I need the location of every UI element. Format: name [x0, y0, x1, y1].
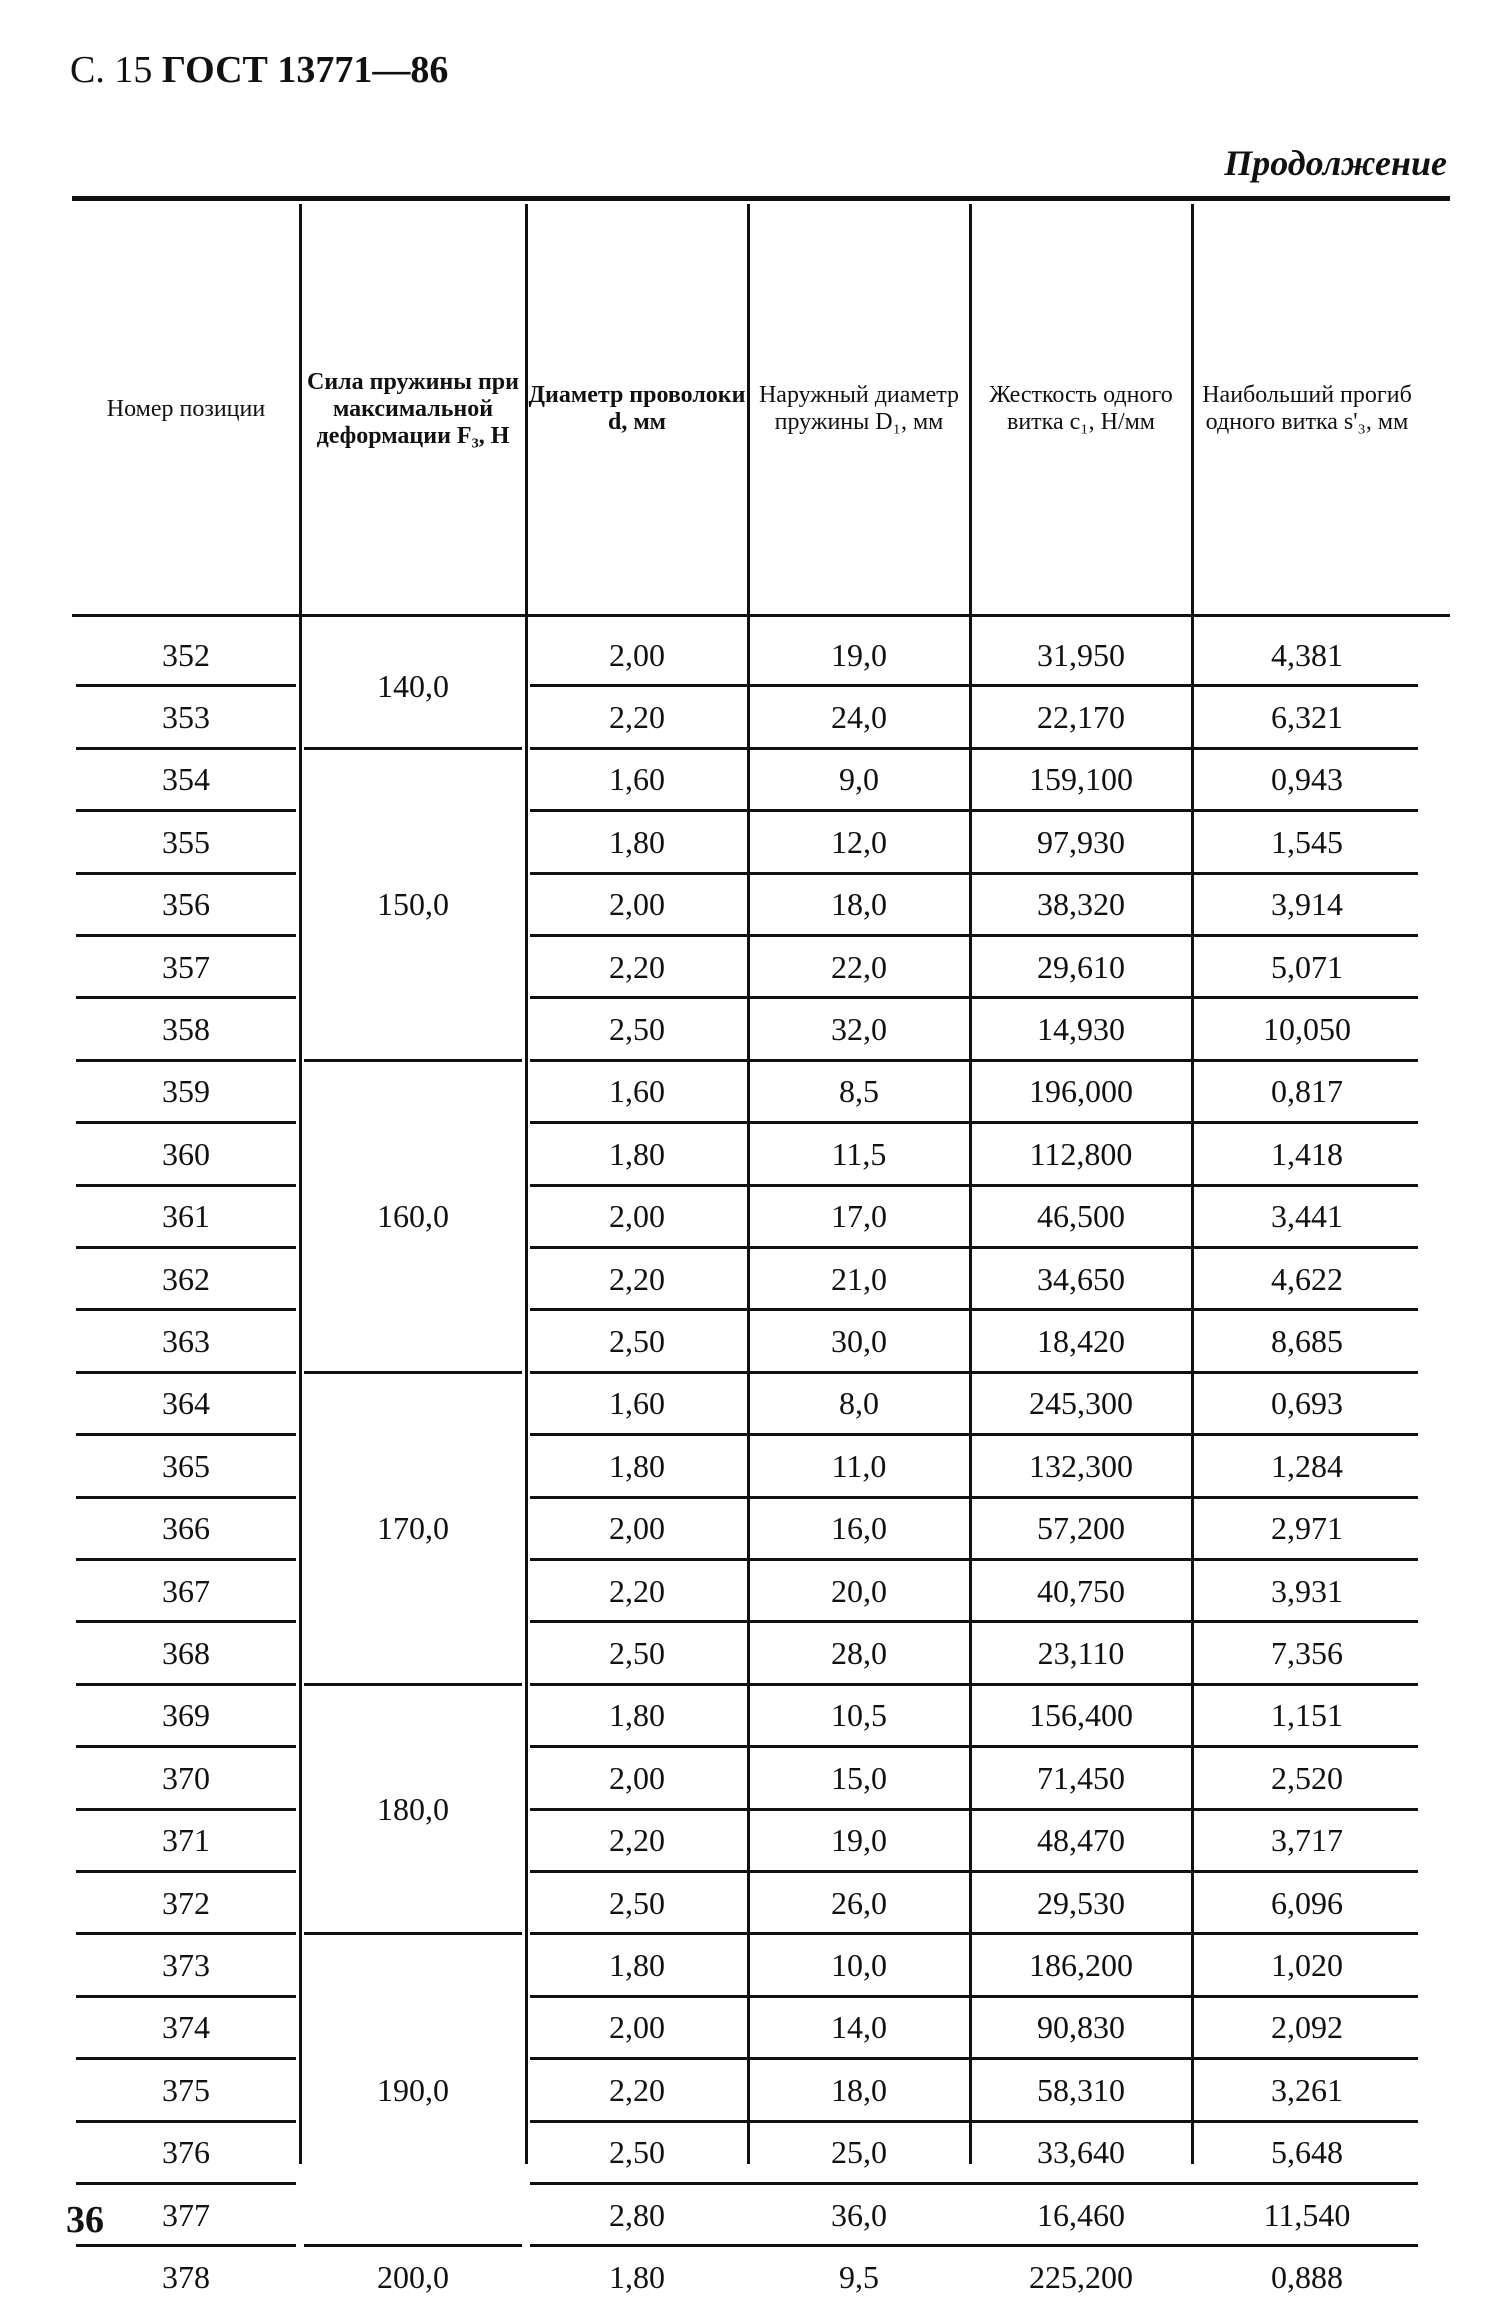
cell-s3: 2,520: [1271, 1759, 1343, 1796]
cell-pos: 354: [162, 761, 210, 798]
cell-s3: 11,540: [1263, 2196, 1351, 2233]
page-number: 36: [66, 2199, 104, 2241]
page-header: [70, 48, 448, 92]
cell-pos: 355: [162, 823, 210, 860]
cell-c1: 196,000: [1029, 1073, 1133, 1110]
cell-c1: 23,110: [1037, 1634, 1125, 1671]
cell-D1: 9,0: [839, 761, 879, 798]
cell-d: 2,00: [609, 1759, 665, 1796]
cell-c1: 34,650: [1037, 1260, 1125, 1297]
cell-s3: 3,261: [1271, 2071, 1343, 2108]
cell-D1: 10,5: [831, 1697, 887, 1734]
cell-d: 2,50: [609, 1884, 665, 1921]
cell-force: 160,0: [377, 1198, 449, 1235]
cell-pos: 374: [162, 2009, 210, 2046]
cell-c1: 132,300: [1029, 1447, 1133, 1484]
standard-number: ГОСТ 13771—86: [161, 49, 449, 91]
cell-pos: 371: [162, 1822, 210, 1859]
cell-s3: 4,622: [1271, 1260, 1343, 1297]
cell-c1: 46,500: [1037, 1198, 1125, 1235]
cell-force: 180,0: [377, 1791, 449, 1828]
cell-d: 2,00: [609, 1510, 665, 1547]
cell-pos: 363: [162, 1322, 210, 1359]
cell-c1: 71,450: [1037, 1759, 1125, 1796]
cell-D1: 32,0: [831, 1010, 887, 1047]
cell-D1: 11,0: [831, 1447, 887, 1484]
continuation-label: Продолжение: [1224, 143, 1447, 183]
cell-force: 150,0: [377, 886, 449, 923]
cell-pos: 358: [162, 1010, 210, 1047]
cell-d: 1,80: [609, 1697, 665, 1734]
cell-s3: 0,888: [1271, 2258, 1343, 2295]
table-top-rule: [72, 196, 1450, 201]
cell-d: 2,00: [609, 636, 665, 673]
cell-c1: 38,320: [1037, 886, 1125, 923]
cell-pos: 370: [162, 1759, 210, 1796]
cell-D1: 12,0: [831, 823, 887, 860]
cell-pos: 372: [162, 1884, 210, 1921]
cell-D1: 15,0: [831, 1759, 887, 1796]
cell-s3: 3,717: [1271, 1822, 1343, 1859]
header-stiffness: Жесткость одного витка c₁, Н/мм: [989, 382, 1173, 435]
cell-s3: 6,321: [1271, 698, 1343, 735]
cell-D1: 24,0: [831, 698, 887, 735]
cell-pos: 360: [162, 1135, 210, 1172]
cell-D1: 26,0: [831, 1884, 887, 1921]
cell-s3: 1,151: [1271, 1697, 1343, 1734]
cell-c1: 22,170: [1037, 698, 1125, 735]
header-bottom-rule: [72, 614, 1450, 617]
cell-d: 2,50: [609, 2134, 665, 2171]
cell-D1: 18,0: [831, 2071, 887, 2108]
cell-d: 2,20: [609, 698, 665, 735]
header-wire-diameter: Диаметр проволоки d, мм: [528, 382, 746, 435]
cell-s3: 0,693: [1271, 1385, 1343, 1422]
cell-c1: 14,930: [1037, 1010, 1125, 1047]
cell-d: 1,80: [609, 1135, 665, 1172]
cell-pos: 375: [162, 2071, 210, 2108]
cell-d: 2,00: [609, 2009, 665, 2046]
cell-d: 2,20: [609, 1822, 665, 1859]
cell-pos: 373: [162, 1946, 210, 1983]
cell-d: 2,50: [609, 1010, 665, 1047]
cell-pos: 377: [162, 2196, 210, 2233]
cell-s3: 1,545: [1271, 823, 1343, 860]
cell-pos: 367: [162, 1572, 210, 1609]
cell-c1: 48,470: [1037, 1822, 1125, 1859]
cell-c1: 225,200: [1029, 2258, 1133, 2295]
cell-s3: 1,020: [1271, 1946, 1343, 1983]
cell-pos: 378: [162, 2258, 210, 2295]
cell-pos: 362: [162, 1260, 210, 1297]
cell-pos: 376: [162, 2134, 210, 2171]
header-max-deflection: Наибольший прогиб одного витка s'₃, мм: [1202, 382, 1412, 435]
cell-c1: 57,200: [1037, 1510, 1125, 1547]
cell-s3: 4,381: [1271, 636, 1343, 673]
cell-c1: 112,800: [1029, 1135, 1133, 1172]
cell-pos: 369: [162, 1697, 210, 1734]
cell-d: 2,00: [609, 886, 665, 923]
cell-D1: 18,0: [831, 886, 887, 923]
cell-force: 190,0: [377, 2071, 449, 2108]
cell-d: 1,80: [609, 1946, 665, 1983]
cell-s3: 0,817: [1271, 1073, 1343, 1110]
cell-s3: 1,418: [1271, 1135, 1343, 1172]
cell-s3: 3,441: [1271, 1198, 1343, 1235]
cell-c1: 29,530: [1037, 1884, 1125, 1921]
cell-s3: 3,931: [1271, 1572, 1343, 1609]
cell-pos: 365: [162, 1447, 210, 1484]
cell-D1: 14,0: [831, 2009, 887, 2046]
cell-force: 170,0: [377, 1510, 449, 1547]
cell-D1: 8,0: [839, 1385, 879, 1422]
cell-D1: 28,0: [831, 1634, 887, 1671]
cell-c1: 29,610: [1037, 948, 1125, 985]
cell-c1: 16,460: [1037, 2196, 1125, 2233]
cell-D1: 17,0: [831, 1198, 887, 1235]
cell-d: 2,20: [609, 1572, 665, 1609]
cell-force: 140,0: [377, 667, 449, 704]
cell-c1: 156,400: [1029, 1697, 1133, 1734]
cell-d: 2,50: [609, 1634, 665, 1671]
cell-D1: 20,0: [831, 1572, 887, 1609]
cell-s3: 6,096: [1271, 1884, 1343, 1921]
cell-d: 1,80: [609, 2258, 665, 2295]
cell-D1: 11,5: [831, 1135, 887, 1172]
cell-c1: 18,420: [1037, 1322, 1125, 1359]
cell-c1: 31,950: [1037, 636, 1125, 673]
cell-pos: 366: [162, 1510, 210, 1547]
cell-c1: 33,640: [1037, 2134, 1125, 2171]
cell-D1: 36,0: [831, 2196, 887, 2233]
cell-c1: 186,200: [1029, 1946, 1133, 1983]
cell-pos: 352: [162, 636, 210, 673]
cell-s3: 3,914: [1271, 886, 1343, 923]
cell-D1: 8,5: [839, 1073, 879, 1110]
cell-d: 2,20: [609, 948, 665, 985]
cell-d: 2,50: [609, 1322, 665, 1359]
cell-D1: 25,0: [831, 2134, 887, 2171]
cell-pos: 368: [162, 1634, 210, 1671]
cell-D1: 21,0: [831, 1260, 887, 1297]
cell-c1: 97,930: [1037, 823, 1125, 860]
cell-D1: 16,0: [831, 1510, 887, 1547]
cell-c1: 58,310: [1037, 2071, 1125, 2108]
cell-d: 1,60: [609, 1073, 665, 1110]
cell-d: 2,00: [609, 1198, 665, 1235]
cell-d: 2,20: [609, 2071, 665, 2108]
cell-pos: 361: [162, 1198, 210, 1235]
cell-D1: 19,0: [831, 1822, 887, 1859]
cell-c1: 90,830: [1037, 2009, 1125, 2046]
cell-pos: 364: [162, 1385, 210, 1422]
cell-c1: 159,100: [1029, 761, 1133, 798]
cell-s3: 5,071: [1271, 948, 1343, 985]
cell-c1: 245,300: [1029, 1385, 1133, 1422]
header-outer-diameter: Наружный диаметр пружины D₁, мм: [758, 382, 960, 435]
cell-s3: 7,356: [1271, 1634, 1343, 1671]
cell-d: 1,60: [609, 761, 665, 798]
cell-pos: 357: [162, 948, 210, 985]
cell-D1: 10,0: [831, 1946, 887, 1983]
page-prefix: С. 15: [70, 49, 153, 91]
cell-s3: 5,648: [1271, 2134, 1343, 2171]
cell-force: 200,0: [377, 2259, 449, 2296]
cell-D1: 19,0: [831, 636, 887, 673]
cell-s3: 1,284: [1271, 1447, 1343, 1484]
cell-s3: 10,050: [1263, 1010, 1351, 1047]
cell-pos: 353: [162, 698, 210, 735]
cell-D1: 22,0: [831, 948, 887, 985]
cell-pos: 356: [162, 886, 210, 923]
cell-c1: 40,750: [1037, 1572, 1125, 1609]
header-force: Сила пружины при максимальной деформации F₃, Н: [307, 368, 519, 449]
cell-d: 1,60: [609, 1385, 665, 1422]
cell-d: 2,80: [609, 2196, 665, 2233]
cell-D1: 9,5: [839, 2258, 879, 2295]
header-position: Номер позиции: [106, 395, 266, 422]
cell-pos: 359: [162, 1073, 210, 1110]
cell-D1: 30,0: [831, 1322, 887, 1359]
cell-s3: 2,971: [1271, 1510, 1343, 1547]
cell-d: 1,80: [609, 823, 665, 860]
cell-s3: 8,685: [1271, 1322, 1343, 1359]
cell-d: 2,20: [609, 1260, 665, 1297]
cell-s3: 0,943: [1271, 761, 1343, 798]
cell-d: 1,80: [609, 1447, 665, 1484]
cell-s3: 2,092: [1271, 2009, 1343, 2046]
